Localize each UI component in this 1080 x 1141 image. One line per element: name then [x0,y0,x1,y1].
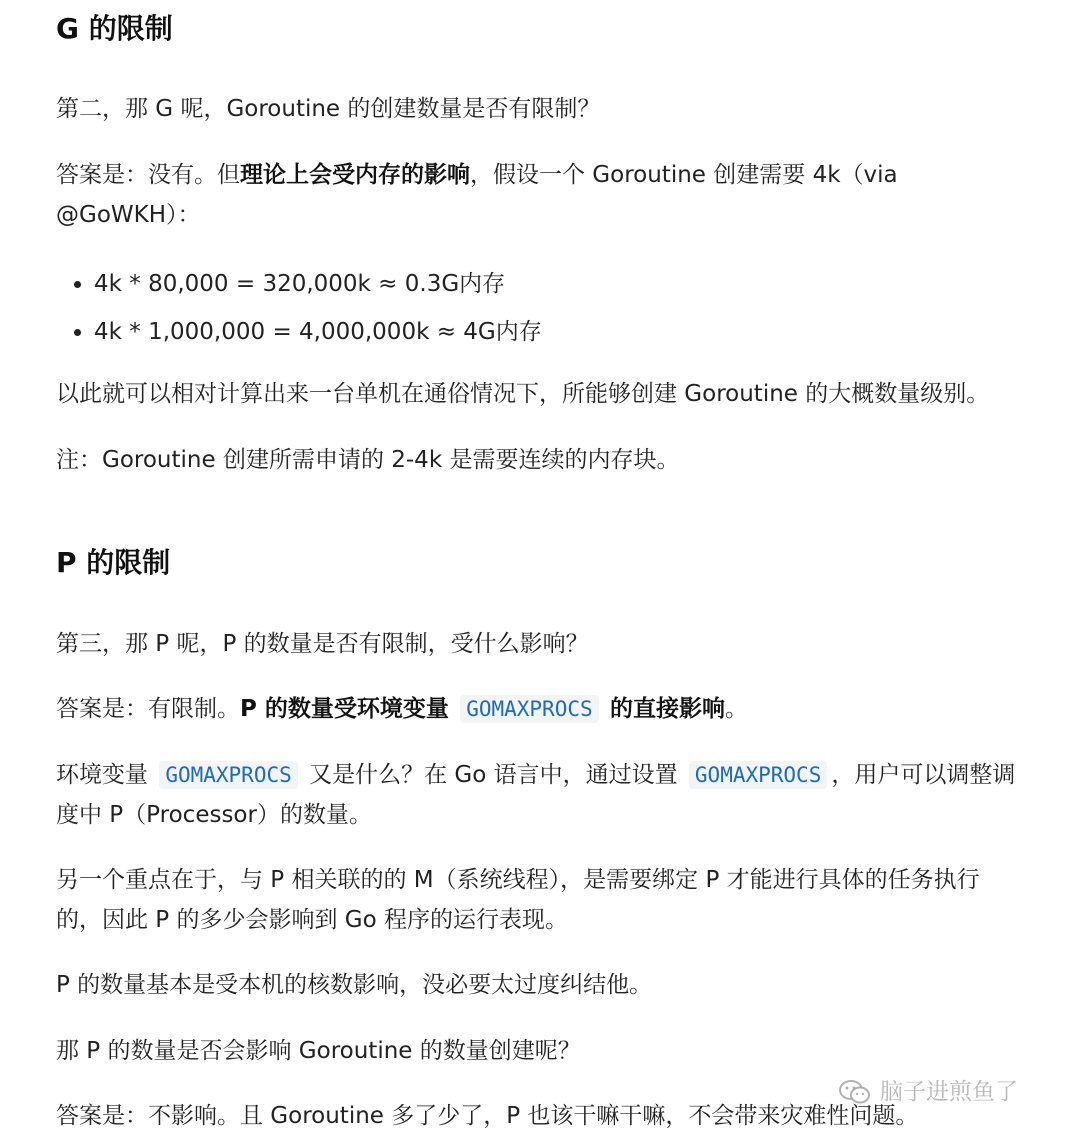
env-mid: 又是什么？在 Go 语言中，通过设置 [309,762,678,788]
heading-g-limit: G 的限制 [56,12,173,45]
bullet-icon [74,329,81,336]
paragraph-p-question2: 那 P 的数量是否会影响 Goroutine 的数量创建呢？ [56,1038,581,1064]
wechat-icon [838,1079,872,1105]
p-answer-end: 。 [724,696,748,722]
env-suffix: ，用户可以调整调 [831,762,1016,788]
list-item-text: 4k * 80,000 = 320,000k ≈ 0.3G内存 [94,271,506,297]
paragraph-g-answer [56,155,1068,195]
paragraph-g-question: 第二，那 G 呢，Goroutine 的创建数量是否有限制？ [56,96,601,122]
paragraph-p-answer2: 答案是：不影响。且 Goroutine 多了少了，P 也该干嘛干嘛，不会带来灾难性问题。 [56,1103,919,1129]
list-item [74,308,542,356]
paragraph-g-answer-line2: @GoWKH）： [56,202,201,228]
list-item [74,260,542,308]
watermark-text: 脑子进煎鱼了 [880,1079,1018,1105]
paragraph-p-env [56,755,1068,795]
g-answer-bold: 理论上会受内存的影响 [240,162,470,188]
paragraph-g-note: 注：Goroutine 创建所需申请的 2-4k 是需要连续的内存块。 [56,447,680,473]
paragraph-p-key-line2: 的，因此 P 的多少会影响到 Go 程序的运行表现。 [56,907,569,933]
paragraph-g-calc: 以此就可以相对计算出来一台单机在通俗情况下，所能够创建 Goroutine 的大概数量级别。 [56,381,990,407]
bullet-icon [74,281,81,288]
code-gomaxprocs-1: GOMAXPROCS [159,761,297,789]
g-answer-suffix: ，假设一个 Goroutine 创建需要 4k（via [470,162,898,188]
heading-p-limit: P 的限制 [56,546,171,579]
paragraph-p-env-line2: 度中 P（Processor）的数量。 [56,802,372,828]
p-answer-bold-1: P 的数量受环境变量 [240,696,449,722]
p-answer-bold-2: 的直接影响 [609,696,725,722]
p-answer-prefix: 答案是：有限制。 [56,696,240,722]
memory-calc-list [74,260,542,356]
env-prefix: 环境变量 [56,762,148,788]
code-gomaxprocs: GOMAXPROCS [460,695,598,723]
paragraph-p-question: 第三，那 P 呢，P 的数量是否有限制，受什么影响？ [56,631,589,657]
paragraph-p-answer [56,689,1068,729]
g-answer-prefix: 答案是：没有。但 [56,162,240,188]
paragraph-p-cores: P 的数量基本是受本机的核数影响，没必要太过度纠结他。 [56,972,653,998]
list-item-text: 4k * 1,000,000 = 4,000,000k ≈ 4G内存 [94,319,542,345]
code-gomaxprocs-2: GOMAXPROCS [689,761,827,789]
paragraph-p-key-line1: 另一个重点在于，与 P 相关联的的 M（系统线程），是需要绑定 P 才能进行具体的任务执行 [56,867,980,893]
watermark [838,1074,1018,1110]
